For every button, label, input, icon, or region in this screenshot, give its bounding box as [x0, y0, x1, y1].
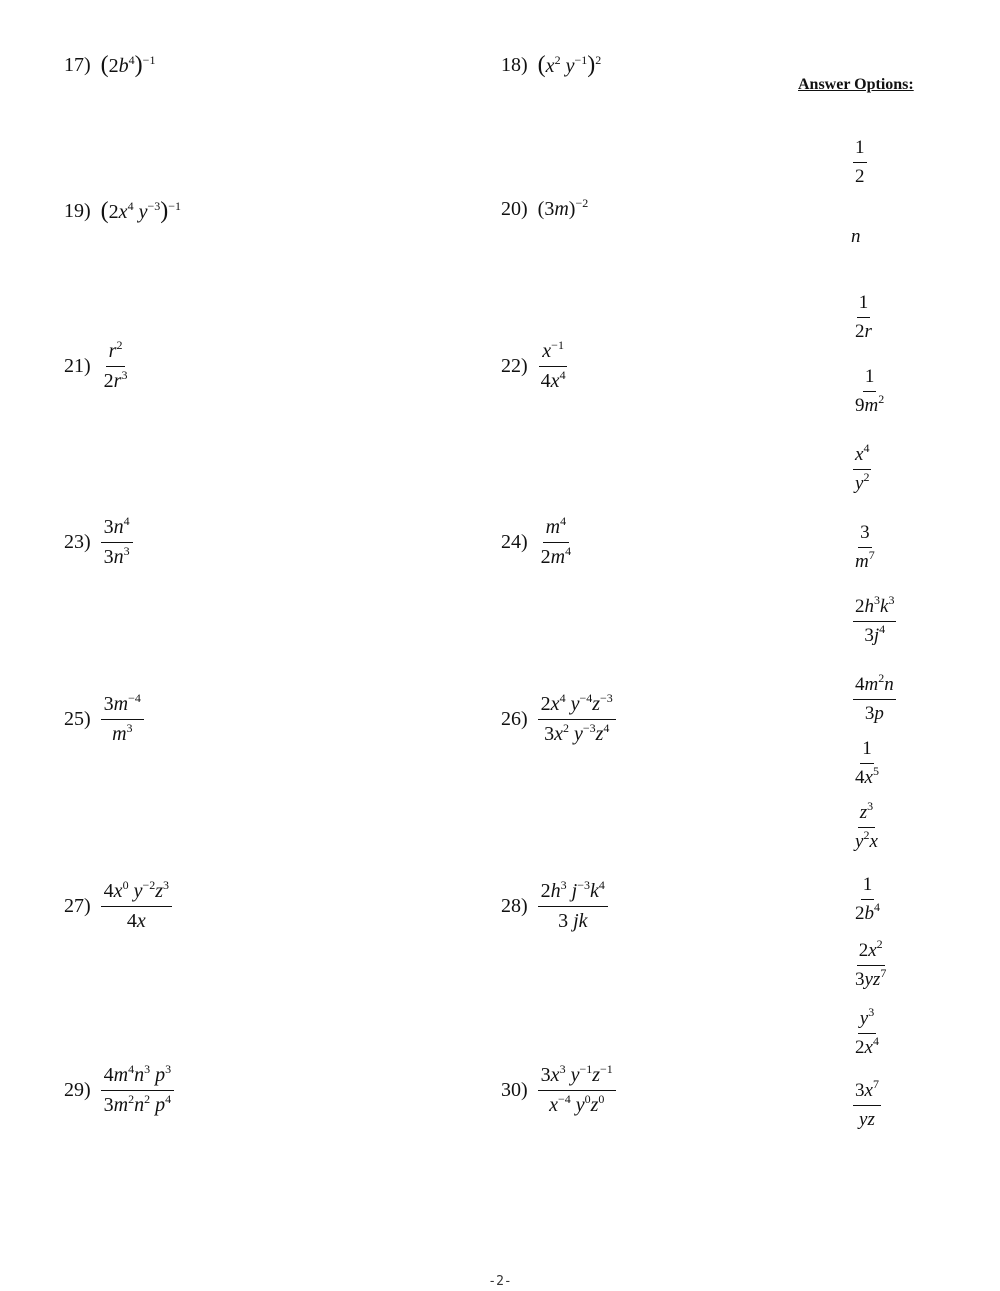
problem-fraction: $\frac{4x^0 y^{-2}z^3}{4x}$: [101, 880, 172, 933]
answer-option: $\frac{3x^7}{yz}$: [855, 1077, 879, 1130]
problem-28: [501, 880, 608, 933]
problem-number: 29): [64, 1079, 91, 1101]
answer-option: $\frac{1}{2b^4}$: [855, 874, 880, 924]
answer-option: $\frac{4m^2n}{3p}$: [855, 671, 894, 724]
problem-23: [64, 516, 133, 569]
problem-22: [501, 340, 569, 393]
problem-30: [501, 1064, 616, 1117]
problem-20: [501, 198, 588, 221]
problem-number: 19): [64, 200, 91, 222]
problem-number: 20): [501, 198, 528, 220]
problem-number: 25): [64, 708, 91, 730]
problem-expression: ($2x^4$ $y^{-3})^{-1}$: [100, 198, 182, 224]
problem-fraction: $\frac{3x^3 y^{-1}z^{-1}}{x^{-4} y^0z^0}$: [538, 1064, 616, 1117]
problem-18: [501, 52, 601, 79]
problem-fraction: $\frac{4m^4n^3 p^3}{3m^2n^2 p^4}$: [101, 1064, 174, 1117]
problem-number: 26): [501, 708, 528, 730]
problem-19: [64, 198, 181, 225]
problem-25: [64, 693, 144, 746]
problem-number: 30): [501, 1079, 528, 1101]
answer-option: $\frac{z^3}{y^2x}$: [855, 799, 878, 852]
problem-17: [64, 52, 155, 79]
answer-option: $\frac{2h^3k^3}{3j^4}$: [855, 593, 895, 646]
problem-number: 17): [64, 54, 91, 76]
problem-number: 28): [501, 895, 528, 917]
problem-number: 24): [501, 531, 528, 553]
problem-29: [64, 1064, 174, 1117]
problem-number: 27): [64, 895, 91, 917]
problem-number: 21): [64, 355, 91, 377]
problem-fraction: $\frac{x^{-1}}{4x^4}$: [540, 338, 566, 392]
problem-26: [501, 693, 616, 746]
answer-option: $\frac{1}{2}$: [855, 137, 865, 187]
problem-number: 18): [501, 54, 528, 76]
problem-fraction: $\frac{r^2}{2r^3}$: [103, 338, 128, 392]
answer-option: $\frac{1}{2r}$: [855, 292, 872, 342]
answer-option: $\frac{1}{4x^5}$: [855, 738, 879, 788]
problem-21: [64, 340, 130, 393]
answer-option: $\frac{3}{m^7}$: [855, 522, 875, 572]
problem-number: 22): [501, 355, 528, 377]
problem-expression: $(2b^4)^{-1}$: [100, 52, 156, 78]
problem-27: [64, 880, 172, 933]
answer-option: $\frac{2x^2}{3yz^7}$: [855, 937, 887, 990]
problem-expression: ($x^2$ $y^{-1})^2$: [537, 52, 602, 78]
problem-fraction: $\frac{2x^4 y^{-4}z^{-3}}{3x^2 y^{-3}z^4}$: [538, 693, 616, 746]
answer-options-title: Answer Options:: [798, 76, 914, 93]
problem-fraction: $\frac{2h^3 j^{-3}k^4}{3 jk}$: [538, 880, 608, 933]
answer-option: $\frac{y^3}{2x^4}$: [855, 1005, 879, 1058]
problem-number: 23): [64, 531, 91, 553]
problem-24: [501, 516, 574, 569]
problem-expression: $(3m)^{-2}$: [537, 196, 589, 220]
page-number: -2-: [488, 1274, 512, 1289]
problem-fraction: $\frac{3n^4}{3n^3}$: [101, 516, 133, 569]
problem-fraction: $\frac{m^4}{2m^4}$: [540, 514, 572, 568]
answer-option: n: [851, 226, 861, 247]
answer-option: $\frac{1}{9m^2}$: [855, 366, 885, 416]
answer-option: $\frac{x^4}{y^2}$: [855, 441, 870, 494]
problem-fraction: $\frac{3m^{-4}}{m^3}$: [101, 693, 144, 746]
